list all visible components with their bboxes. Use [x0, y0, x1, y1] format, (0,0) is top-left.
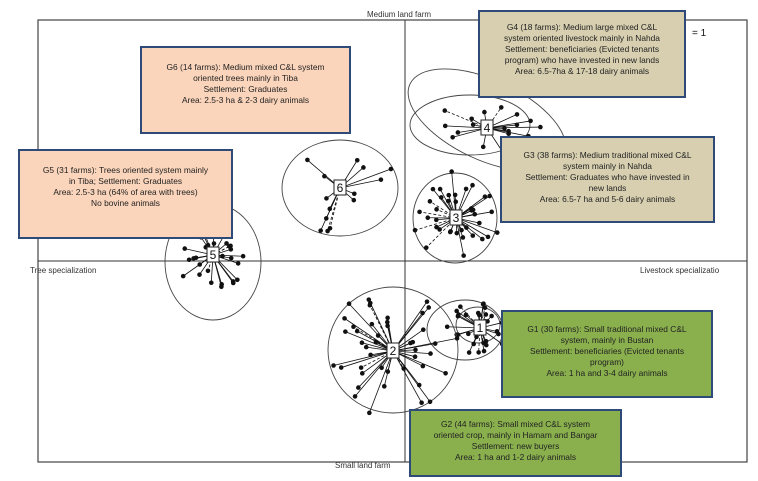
scale-label: = 1: [692, 28, 707, 39]
annotation-g4-line-1: G4 (18 farms): Medium large mixed C&L: [506, 22, 658, 32]
farm-point: [434, 218, 439, 223]
annotation-g1-line-2: system, mainly in Bustan: [560, 335, 654, 345]
farm-point: [324, 196, 329, 201]
annotation-g5-line-2: in Tiba; Settlement: Graduates: [68, 176, 183, 186]
annotation-g3-line-2: system mainly in Nahda: [563, 161, 652, 171]
farm-point: [235, 278, 240, 283]
farm-point: [495, 230, 500, 235]
annotation-g5: [18, 149, 233, 239]
farm-point: [413, 228, 418, 233]
farm-point: [425, 299, 430, 304]
farm-point: [481, 301, 486, 306]
annotation-g5-line-1: G5 (31 farms): Trees oriented system mainly: [42, 165, 209, 175]
annotation-g4-line-5: Area: 6.5-7ha & 17-18 dairy animals: [514, 66, 650, 76]
farm-point: [219, 282, 224, 287]
farm-point: [236, 261, 241, 266]
annotation-g5-line-3: Area: 2.5-3 ha (64% of area with trees): [53, 187, 198, 197]
annotation-g6-line-1: G6 (14 farms): Medium mixed C&L system: [166, 62, 325, 72]
farm-point: [476, 350, 481, 355]
farm-point: [413, 348, 418, 353]
farm-point: [443, 124, 448, 129]
farm-point: [229, 247, 234, 252]
group-3-label: 3: [452, 211, 460, 225]
annotation-g3-line-3: Settlement: Graduates who have invested in: [525, 172, 690, 182]
farm-point: [389, 167, 394, 172]
annotation-g5-line-4: No bovine animals: [91, 198, 160, 208]
farm-point: [361, 165, 366, 170]
farm-point: [367, 297, 372, 302]
farm-point: [197, 272, 202, 277]
farm-point: [364, 345, 369, 350]
farm-point: [438, 187, 443, 192]
annotation-g6-line-3: Settlement: Graduates: [203, 84, 288, 94]
annotation-g4-line-2: system oriented livestock mainly in Nahda: [504, 33, 660, 43]
farm-point: [231, 279, 236, 284]
group-1-label: 1: [476, 321, 484, 335]
farm-point: [241, 254, 246, 259]
farm-point: [455, 336, 460, 341]
farm-point: [379, 365, 384, 370]
farm-point: [458, 304, 463, 309]
farm-point: [439, 195, 444, 200]
farm-point: [450, 135, 455, 140]
farm-point: [471, 122, 476, 127]
axis-label-right: Livestock specializatio: [640, 266, 720, 275]
farm-point: [343, 329, 348, 334]
farm-point: [419, 400, 424, 405]
farm-point: [499, 105, 504, 110]
farm-point: [194, 255, 199, 260]
annotation-g2-line-3: Settlement: new buyers: [471, 441, 560, 451]
farm-point: [481, 145, 486, 150]
farm-point: [461, 235, 466, 240]
farm-point: [469, 117, 474, 122]
farm-point: [538, 125, 543, 130]
farm-point: [484, 312, 489, 317]
farm-point: [489, 314, 494, 319]
farm-point: [431, 187, 436, 192]
farm-point: [443, 371, 448, 376]
annotation-g3-line-5: Area: 6.5-7 ha and 5-6 dairy animals: [539, 194, 676, 204]
farm-point: [356, 385, 361, 390]
farm-point: [456, 313, 461, 318]
annotation-g2-line-4: Area: 1 ha and 1-2 dairy animals: [454, 452, 577, 462]
axis-label-bottom: Small land farm: [335, 461, 391, 470]
farm-point: [480, 237, 485, 242]
annotation-g1-line-4: program): [590, 357, 624, 367]
farm-point: [464, 313, 469, 318]
farm-point: [434, 207, 439, 212]
farm-point: [352, 198, 357, 203]
annotation-g3-line-1: G3 (38 farms): Medium traditional mixed C&L: [523, 150, 692, 160]
group-6-label: 6: [336, 181, 344, 195]
farm-point: [428, 399, 433, 404]
farm-point: [426, 305, 431, 310]
farm-point: [456, 130, 461, 135]
axis-label-top: Medium land farm: [367, 10, 432, 19]
farm-point: [466, 332, 471, 337]
farm-point: [477, 221, 482, 226]
farm-point: [482, 349, 487, 354]
group-4-label: 4: [483, 121, 491, 135]
farm-point: [461, 253, 466, 258]
farm-point: [421, 327, 426, 332]
farm-point: [425, 215, 430, 220]
annotation-g1: [501, 310, 713, 398]
farm-point: [212, 241, 217, 246]
farm-point: [385, 316, 390, 321]
farm-point: [318, 228, 323, 233]
farm-point: [360, 371, 365, 376]
annotation-g1-line-1: G1 (30 farms): Small traditional mixed C&L: [527, 324, 687, 334]
axis-label-left: Tree specialization: [30, 266, 97, 275]
farm-point: [420, 311, 425, 316]
farm-point: [428, 351, 433, 356]
farm-point: [448, 229, 453, 234]
farm-point: [305, 158, 310, 163]
farm-point: [489, 210, 494, 215]
farm-point: [370, 322, 375, 327]
annotation-g6-line-2: oriented trees mainly in Tiba: [193, 73, 298, 83]
farm-point: [413, 354, 418, 359]
farm-point: [487, 194, 492, 199]
farm-point: [355, 158, 360, 163]
farm-point: [454, 231, 459, 236]
annotation-g1-line-5: Area: 1 ha and 3-4 dairy animals: [546, 368, 668, 378]
farm-point: [464, 187, 469, 192]
farm-point: [515, 112, 520, 117]
farm-point: [181, 274, 186, 279]
farm-point: [486, 235, 491, 240]
farm-point: [359, 365, 364, 370]
farm-point: [446, 193, 451, 198]
farm-point: [482, 110, 487, 115]
farm-point: [322, 174, 327, 179]
farm-point: [342, 316, 347, 321]
farm-point: [424, 245, 429, 250]
annotation-g2-line-2: oriented crop, mainly in Hamam and Bangar: [433, 430, 598, 440]
annotation-g3: [500, 136, 715, 223]
farm-point: [410, 340, 415, 345]
farm-point: [224, 241, 229, 246]
farm-point: [331, 363, 336, 368]
annotation-g4-line-3: Settlement: beneficiaries (Evicted tenants: [504, 44, 660, 54]
farm-point: [187, 257, 192, 262]
farm-point: [368, 353, 373, 358]
farm-point: [206, 269, 211, 274]
farm-point: [352, 191, 357, 196]
annotation-g6-line-4: Area: 2.5-3 ha & 2-3 dairy animals: [181, 95, 310, 105]
farm-point: [209, 280, 214, 285]
annotation-g4-line-4: program) who have invested in new lands: [504, 55, 660, 65]
farm-point: [471, 233, 476, 238]
farm-point: [339, 365, 344, 370]
annotation-g6: [140, 46, 351, 134]
farm-point: [442, 108, 447, 113]
farm-point: [449, 169, 454, 174]
farm-point: [417, 210, 422, 215]
farm-point: [386, 369, 391, 374]
farm-point: [481, 341, 486, 346]
farm-point: [229, 256, 234, 261]
farm-point: [528, 119, 533, 124]
annotation-g2: [409, 409, 622, 477]
annotation-g1-line-3: Settlement: beneficiaries (Evicted tenants: [529, 346, 685, 356]
group-5-label: 5: [209, 248, 217, 262]
farm-point: [379, 177, 384, 182]
farm-point: [353, 394, 358, 399]
farm-point: [382, 384, 387, 389]
farm-point: [470, 183, 475, 188]
farm-point: [445, 324, 450, 329]
group-2-label: 2: [389, 344, 397, 358]
farm-point: [428, 199, 433, 204]
farm-point: [471, 208, 476, 213]
farm-point: [325, 229, 330, 234]
farm-point: [347, 301, 352, 306]
farm-point: [454, 309, 459, 314]
annotation-g4: [478, 10, 686, 98]
farm-point: [182, 246, 187, 251]
farm-point: [467, 350, 472, 355]
farm-point: [360, 340, 365, 345]
farm-point: [355, 329, 360, 334]
farm-point: [434, 225, 439, 230]
annotation-g3-line-4: new lands: [588, 183, 627, 193]
annotation-g2-line-1: G2 (44 farms): Small mixed C&L system: [440, 419, 591, 429]
farm-point: [477, 313, 482, 318]
farm-point: [367, 411, 372, 416]
